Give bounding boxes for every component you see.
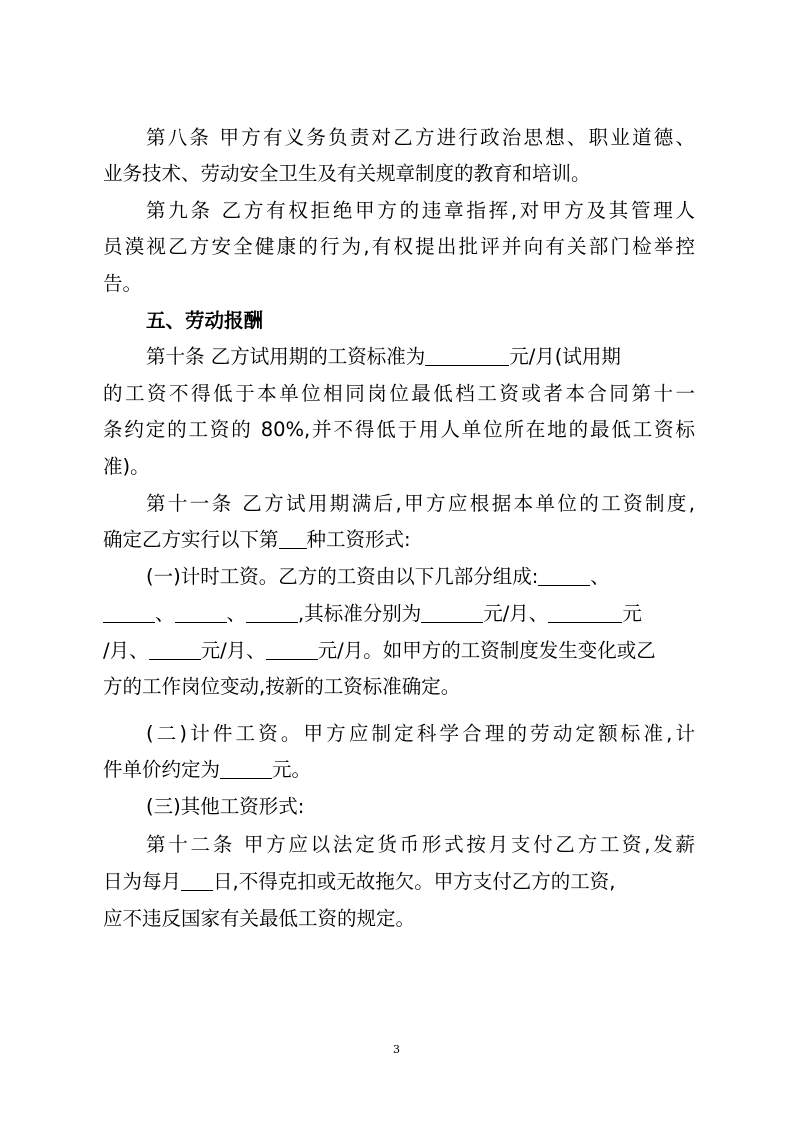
timewage-text-e: 元/月。如甲方的工资制度发生变化或乙 (317, 639, 656, 662)
article9-line2: 员漠视乙方安全健康的行为,有权提出批评并向有关部门检举控 (103, 235, 695, 258)
timewage-text-d: /月、 (103, 639, 149, 662)
article12-text-b: 日,不得克扣或无故拖欠。甲方支付乙方的工资, (213, 870, 616, 893)
timewage-line1 (146, 562, 695, 592)
trial-wage-blank[interactable] (425, 344, 509, 366)
section-heading: 五、劳动报酬 (146, 309, 264, 332)
article12-line1: 第十二条 甲方应以法定货币形式按月支付乙方工资,发薪 (146, 833, 695, 856)
wage-amount-blank-4[interactable] (266, 638, 318, 660)
timewage-line4: 方的工作岗位变动,按新的工资标准确定。 (103, 675, 461, 698)
piecewage-text-a: 件单价约定为 (103, 758, 221, 781)
timewage-text-a: (一)计时工资。乙方的工资由以下几部分组成: (146, 565, 539, 588)
article10-line4: 准)。 (103, 455, 150, 478)
otherwage-line: (三)其他工资形式: (146, 795, 305, 818)
timewage-text-c: 元 (622, 602, 642, 625)
article10-text-a: 第十条 乙方试用期的工资标准为 (146, 345, 426, 368)
article10-line2: 的工资不得低于本单位相同岗位最低档工资或者本合同第十一 (103, 382, 695, 405)
article11-line2 (103, 525, 695, 555)
wage-amount-blank-2[interactable] (548, 601, 622, 623)
wage-amount-blank-3[interactable] (149, 638, 201, 660)
article12-line2 (103, 867, 695, 897)
wage-part-blank-1[interactable] (538, 564, 590, 586)
piecewage-line1: (二)计件工资。甲方应制定科学合理的劳动定额标准,计 (146, 722, 695, 745)
piecewage-text-b: 元。 (272, 758, 312, 781)
article9-line3: 告。 (103, 272, 143, 295)
page-number: 3 (393, 1043, 400, 1056)
article10-line1 (146, 342, 695, 372)
article11-text-b: 种工资形式: (306, 528, 411, 551)
wage-part-blank-4[interactable] (246, 601, 298, 623)
wage-part-blank-2[interactable] (103, 601, 155, 623)
timewage-line2 (103, 599, 695, 629)
timewage-text-b: ,其标准分别为 (298, 602, 422, 625)
wage-form-blank[interactable] (279, 527, 307, 549)
timewage-sep-1: 、 (590, 565, 610, 588)
article10-text-b: 元/月(试用期 (509, 345, 621, 368)
wage-part-blank-3[interactable] (175, 601, 227, 623)
timewage-line3 (103, 636, 695, 666)
article8-line2: 业务技术、劳动安全卫生及有关规章制度的教育和培训。 (103, 162, 591, 185)
timewage-unit-2: 元/月、 (200, 639, 266, 662)
article12-text-a: 日为每月 (103, 870, 182, 893)
timewage-unit-1: 元/月、 (483, 602, 549, 625)
piecewage-line2 (103, 755, 695, 785)
wage-amount-blank-1[interactable] (421, 601, 483, 623)
article10-line3: 条约定的工资的 80%,并不得低于用人单位所在地的最低工资标 (103, 418, 695, 441)
piece-rate-blank[interactable] (220, 757, 272, 779)
article11-line1: 第十一条 乙方试用期满后,甲方应根据本单位的工资制度, (146, 492, 695, 515)
article11-text-a: 确定乙方实行以下第 (103, 528, 279, 551)
article12-line3: 应不违反国家有关最低工资的规定。 (103, 907, 416, 930)
timewage-sep-3: 、 (226, 602, 247, 625)
payday-blank[interactable] (181, 869, 213, 891)
article8-line1: 第八条 甲方有义务负责对乙方进行政治思想、职业道德、 (146, 126, 695, 149)
article9-line1: 第九条 乙方有权拒绝甲方的违章指挥,对甲方及其管理人 (146, 199, 695, 222)
timewage-sep-2: 、 (155, 602, 175, 625)
